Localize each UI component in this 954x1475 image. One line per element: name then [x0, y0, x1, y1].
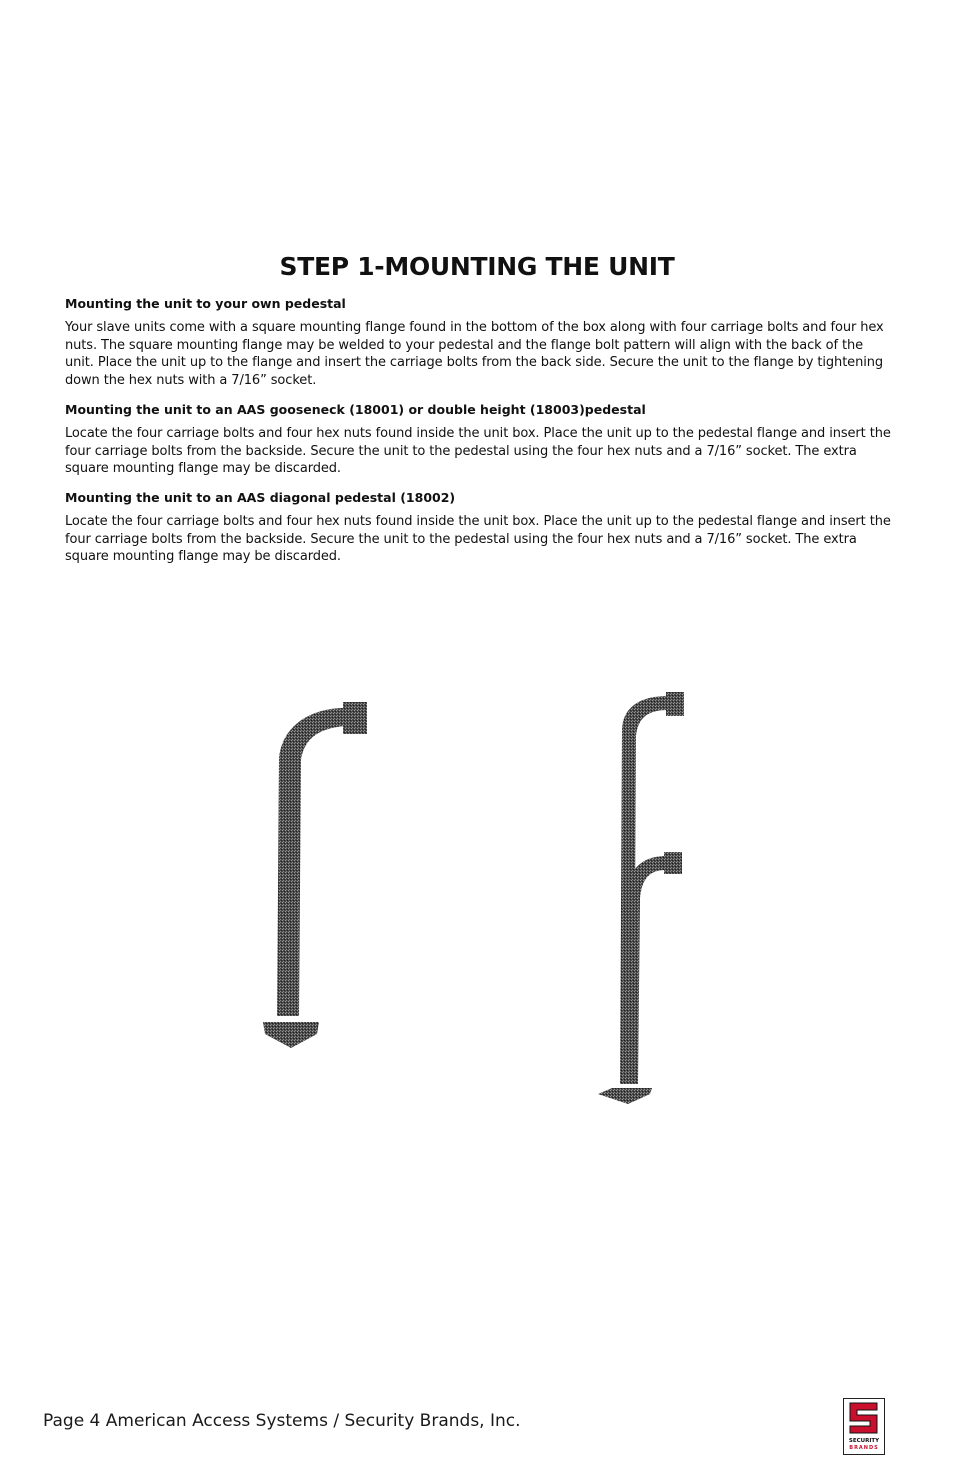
footer-page-info: Page 4 American Access Systems / Security Brands, Inc.: [43, 1411, 521, 1431]
logo-word-brands: BRANDS: [849, 1445, 879, 1451]
logo-word-security: SECURITY: [848, 1438, 880, 1444]
section-heading: Mounting the unit to an AAS diagonal pedestal (18002): [65, 490, 456, 505]
security-brands-logo: [843, 1398, 885, 1455]
page-title: STEP 1-MOUNTING THE UNIT: [279, 252, 675, 281]
double-height-pedestal-illustration: [592, 688, 692, 1110]
section-heading: Mounting the unit to your own pedestal: [65, 296, 346, 311]
section-body: Locate the four carriage bolts and four hex nuts found inside the unit box. Place the unit up to the pedestal flange and insert the four carriage bolts from the backside. Secure the unit to the pedestal using the four hex nuts and a 7/16” socket. The extra square mounting flange may be discarded.: [65, 426, 891, 476]
section-body: Locate the four carriage bolts and four hex nuts found inside the unit box. Place the unit up to the pedestal flange and insert the four carriage bolts from the backside. Secure the unit to the pedestal using the four hex nuts and a 7/16” socket. The extra square mounting flange may be discarded.: [65, 514, 891, 564]
section-diagonal-pedestal: [65, 490, 891, 566]
section-own-pedestal: [65, 296, 891, 389]
section-heading: Mounting the unit to an AAS gooseneck (18001) or double height (18003)pedestal: [65, 402, 646, 417]
section-body: Your slave units come with a square mounting flange found in the bottom of the box along with four carriage bolts and four hex nuts. The square mounting flange may be welded to your pedestal and the flange bolt pattern will align with the back of the unit. Place the unit up to the flange and insert the carriage bolts from the back side. Secure the unit to the flange by tightening down the hex nuts with a 7/16” socket.: [65, 320, 884, 388]
section-gooseneck-pedestal: [65, 402, 891, 478]
gooseneck-pedestal-illustration: [255, 698, 375, 1054]
